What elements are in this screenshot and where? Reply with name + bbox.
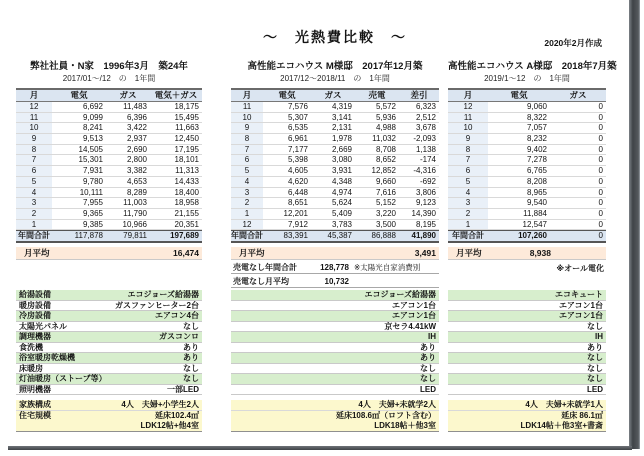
table-row: 5 8,208 0: [448, 177, 606, 188]
table-row: 12 7,912 3,783 3,500 8,195: [231, 220, 439, 231]
equipment-row: なし: [448, 364, 606, 375]
house-a-title: 高性能エコハウス A様邸 2018年7月築: [448, 61, 617, 72]
equipment-row: なし: [231, 364, 439, 375]
column-header: 電気: [70, 90, 88, 100]
equipment-row: [16, 353, 202, 364]
equipment-value: あり: [183, 342, 199, 352]
layout-row: LDK18帖＋他3室: [231, 421, 439, 432]
table-row: 4 4,620 4,348 9,660 -692: [231, 177, 439, 188]
house-a-period: 2019/1～12 の 1年間: [484, 74, 570, 83]
table-row: 6 5,398 3,080 8,652 -174: [231, 155, 439, 166]
table-body: [16, 102, 202, 230]
equipment-row: あり: [231, 343, 439, 354]
house-n-household: [16, 400, 202, 432]
house-m-title: 高性能エコハウス M様邸 2017年12月築: [247, 61, 423, 72]
equipment-row: あり: [448, 343, 606, 354]
equipment-row: [16, 290, 202, 301]
no-sale-monthly-average-row: 売電なし月平均 10,732: [231, 276, 439, 288]
table-row: 1 9,385 10,966 20,351: [16, 220, 202, 231]
table-row: 8 14,505 2,690 17,195: [16, 145, 202, 156]
table-row: 8 6,961 1,978 11,032 -2,093: [231, 134, 439, 145]
page-edge-shadow-bottom: [8, 446, 632, 450]
table-row: 3 9,540 0: [448, 198, 606, 209]
floor-area-row: 延床 86.1㎡: [448, 411, 606, 422]
family-row: 家族構成 4人 夫婦+小学生2人: [16, 400, 202, 411]
house-n-period: 2017/01～/12 の 1年間: [62, 74, 156, 83]
house-a-household: [448, 400, 606, 432]
equipment-row: [16, 322, 202, 333]
equipment-row: [16, 374, 202, 385]
column-header: ガス: [119, 90, 137, 100]
column-header: 電気＋ガス: [154, 90, 198, 100]
equipment-row: なし: [448, 374, 606, 385]
table-row: 10 7,057 0: [448, 123, 606, 134]
table-body: [448, 102, 606, 230]
monthly-average-row: 月平均 3,491: [231, 247, 439, 260]
table-row: 10 5,307 3,141 5,936 2,512: [231, 113, 439, 124]
house-n-title: 弊社社員・N家 1996年3月 築24年: [30, 61, 188, 72]
equipment-row: LED: [448, 385, 606, 396]
equipment-label: 食洗機: [19, 342, 43, 352]
column-header: 差引: [410, 90, 428, 100]
column-header: 電気: [510, 90, 528, 100]
page-edge-shadow-right: [629, 0, 640, 449]
column-header: ガス: [324, 90, 342, 100]
page-title: ～ 光熱費比較 ～: [263, 29, 407, 45]
table-row: 2 11,884 0: [448, 209, 606, 220]
table-row: 12 9,060 0: [448, 102, 606, 113]
house-a-section: [448, 60, 617, 274]
equipment-row: エアコン1台: [448, 311, 606, 322]
table-row: 9 9,513 2,937 12,450: [16, 134, 202, 145]
all-electric-note: ※オール電化: [556, 264, 604, 274]
annual-total-row: 年間合計 83,391 45,387 86,888 41,890: [231, 230, 439, 243]
equipment-row: [16, 311, 202, 322]
table-row: 7 7,177 2,669 8,708 1,138: [231, 145, 439, 156]
equipment-label: 灯油暖房（ストーブ等）: [19, 374, 107, 383]
equipment-label: 照明機器: [19, 384, 51, 394]
table-row: 5 9,780 4,653 14,433: [16, 177, 202, 188]
house-a-equipment: [448, 290, 606, 395]
equipment-row: なし: [448, 322, 606, 333]
family-row: 4人 夫婦+未就学2人: [231, 400, 439, 411]
equipment-row: エアコン1台: [231, 311, 439, 322]
table-body: [231, 102, 439, 230]
table-row: 1 12,547 0: [448, 220, 606, 231]
house-m-section: [231, 60, 439, 288]
table-row: 7 15,301 2,800 18,101: [16, 155, 202, 166]
table-row: 3 7,955 11,003 18,958: [16, 198, 202, 209]
equipment-row: エコキュート: [448, 290, 606, 301]
column-header: 電気: [278, 90, 296, 100]
equipment-row: あり: [231, 353, 439, 364]
floor-area-row: 住宅規模 延床102.4㎡: [16, 411, 202, 422]
table-header: [231, 88, 439, 102]
equipment-value: あり: [183, 353, 199, 362]
equipment-row: LED: [231, 385, 439, 396]
equipment-label: 冷房設備: [19, 311, 51, 320]
equipment-row: IH: [231, 332, 439, 343]
equipment-row: なし: [231, 374, 439, 385]
house-n-table: [16, 88, 202, 260]
table-row: 5 4,605 3,931 12,852 -4,316: [231, 166, 439, 177]
table-row: 4 8,965 0: [448, 188, 606, 199]
equipment-row: エアコン1台: [448, 301, 606, 312]
equipment-label: 調理機器: [19, 332, 51, 341]
equipment-row: エコジョーズ給湯器: [231, 290, 439, 301]
equipment-row: IH: [448, 332, 606, 343]
equipment-row: エアコン1台: [231, 301, 439, 312]
equipment-value: 一部LED: [167, 384, 199, 394]
solar-self-consumption-note: ※太陽光自家消費別: [354, 263, 421, 273]
column-header: 月: [29, 90, 39, 100]
equipment-value: エアコン4台: [154, 311, 199, 320]
equipment-label: 太陽光パネル: [19, 321, 67, 331]
equipment-row: [16, 385, 202, 396]
table-header: [16, 88, 202, 102]
table-row: 10 8,241 3,422 11,663: [16, 123, 202, 134]
house-a-table: [448, 88, 606, 274]
equipment-row: [16, 343, 202, 354]
table-row: 11 9,099 6,396 15,495: [16, 113, 202, 124]
table-row: 2 9,365 11,790 21,155: [16, 209, 202, 220]
created-date: 2020年2月作成: [544, 38, 602, 48]
monthly-average-row: 月平均 16,474: [16, 247, 202, 260]
layout-row: LDK14帖＋他3室+書斎: [448, 421, 606, 432]
equipment-value: なし: [183, 374, 199, 383]
equipment-value: なし: [183, 321, 199, 331]
table-row: 4 10,111 8,289 18,400: [16, 188, 202, 199]
house-m-table: [231, 88, 439, 288]
table-row: 8 9,402 0: [448, 145, 606, 156]
equipment-row: [16, 364, 202, 375]
table-row: 1 12,201 5,409 3,220 14,390: [231, 209, 439, 220]
house-m-period: 2017/12～2018/11 の 1年間: [280, 74, 390, 83]
table-row: 2 8,651 5,624 5,152 9,123: [231, 198, 439, 209]
table-row: 9 6,535 2,131 4,988 3,678: [231, 123, 439, 134]
column-header: 月: [463, 90, 473, 100]
floor-area-row: 延床108.6㎡（ロフト含む）: [231, 411, 439, 422]
no-sale-annual-total-row: 売電なし年間合計 128,778 ※太陽光自家消費別: [231, 262, 439, 274]
monthly-average-row: 月平均 8,938: [448, 247, 606, 260]
layout-row: LDK12帖+他4室: [16, 421, 202, 432]
table-row: 12 6,692 11,483 18,175: [16, 102, 202, 113]
column-header: ガス: [569, 90, 587, 100]
table-row: 3 6,448 4,974 7,616 3,806: [231, 188, 439, 199]
table-row: 6 6,765 0: [448, 166, 606, 177]
column-header: 月: [242, 90, 252, 100]
equipment-value: エコジョーズ給湯器: [127, 290, 199, 299]
house-n-section: [16, 60, 202, 260]
table-row: 11 7,576 4,319 5,572 6,323: [231, 102, 439, 113]
annual-total-row: 年間合計 107,260 0: [448, 230, 606, 243]
equipment-row: 京セラ4.41kW: [231, 322, 439, 333]
column-header: 売電: [368, 90, 386, 100]
table-header: [448, 88, 606, 102]
equipment-row: なし: [448, 353, 606, 364]
equipment-row: [16, 332, 202, 343]
equipment-row: [16, 301, 202, 312]
house-n-equipment: [16, 290, 202, 395]
annual-total-row: 年間合計 117,878 79,811 197,689: [16, 230, 202, 243]
table-row: 6 7,931 3,382 11,313: [16, 166, 202, 177]
equipment-label: 暖房設備: [19, 300, 51, 310]
house-m-equipment: [231, 290, 439, 395]
equipment-value: ガスコンロ: [159, 332, 199, 341]
table-row: 11 8,322 0: [448, 113, 606, 124]
table-row: 7 7,278 0: [448, 155, 606, 166]
table-row: 9 8,232 0: [448, 134, 606, 145]
house-m-household: [231, 400, 439, 432]
equipment-label: 床暖房: [19, 363, 43, 373]
equipment-label: 給湯設備: [19, 290, 51, 299]
family-row: 4人 夫婦+未就学1人: [448, 400, 606, 411]
equipment-label: 浴室暖房乾燥機: [19, 353, 75, 362]
equipment-value: ガスファンヒーター2台: [115, 300, 199, 310]
equipment-value: なし: [183, 363, 199, 373]
